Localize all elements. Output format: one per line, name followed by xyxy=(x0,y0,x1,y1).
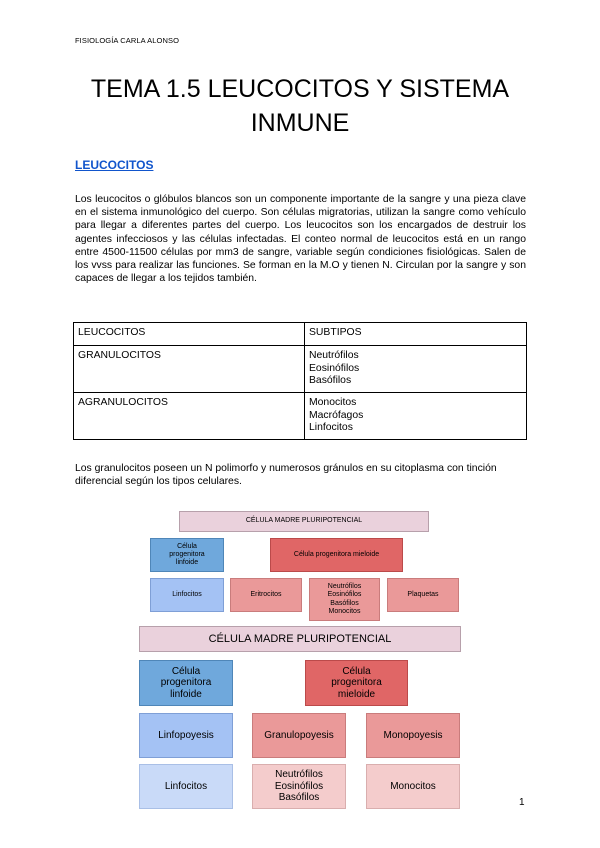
small-lymphoid-progenitor-box xyxy=(150,538,224,572)
leukocyte-table xyxy=(73,322,527,440)
large-lymphocytes-label: Linfocitos xyxy=(164,780,208,792)
small-platelets-label: Plaquetas xyxy=(407,590,439,598)
table-header-cell: SUBTIPOS xyxy=(305,323,527,346)
subtype-item: Basófilos xyxy=(309,375,352,386)
label-line: progenitora xyxy=(169,550,205,558)
table-cell-subtypes xyxy=(305,346,527,393)
small-lymphocytes-box xyxy=(150,578,224,612)
label-line: Neutrófilos xyxy=(327,583,362,591)
table-header-row xyxy=(74,323,527,346)
label-line: Basófilos xyxy=(278,792,320,804)
large-lymphopoiesis-label: Linfopoyesis xyxy=(158,729,214,741)
table-cell-type: AGRANULOCITOS xyxy=(74,393,305,440)
page-header: FISIOLOGÍA CARLA ALONSO xyxy=(75,36,180,45)
large-granulopoiesis-label: Granulopoyesis xyxy=(264,729,334,741)
page-title xyxy=(40,72,560,140)
label-line: linfoide xyxy=(175,559,199,567)
title-line-1: TEMA 1.5 LEUCOCITOS Y SISTEMA xyxy=(90,75,510,103)
section-heading-link[interactable]: LEUCOCITOS xyxy=(75,158,154,172)
label-line: Monocitos xyxy=(328,607,361,615)
table-row xyxy=(74,393,527,440)
subtype-item: Neutrófilos xyxy=(309,350,359,361)
subtype-item: Macrófagos xyxy=(309,409,364,421)
small-myeloid-label: Célula progenitora mieloide xyxy=(293,550,380,558)
large-granulocytes-box xyxy=(252,764,346,809)
large-monopoiesis-box xyxy=(366,713,460,758)
granulocytes-paragraph: Los granulocitos poseen un N polimorfo y numerosos gránulos en su citoplasma con tinción diferencial según los tipos celulares. xyxy=(75,463,497,488)
small-erythrocytes-box xyxy=(230,578,302,612)
small-granulocytes-box xyxy=(309,578,380,621)
large-lymphopoiesis-box xyxy=(139,713,233,758)
large-myeloid-progenitor-box xyxy=(305,660,408,706)
large-stem-cell-label: CÉLULA MADRE PLURIPOTENCIAL xyxy=(208,632,392,645)
page-number: 1 xyxy=(519,797,525,808)
label-line: Basófilos xyxy=(330,599,359,607)
small-myeloid-progenitor-box xyxy=(270,538,403,572)
label-line: Célula xyxy=(177,542,197,550)
table-header-cell: LEUCOCITOS xyxy=(74,323,305,346)
table-cell-subtypes xyxy=(305,393,527,440)
large-lymphocytes-box xyxy=(139,764,233,809)
title-line-2: INMUNE xyxy=(250,109,350,137)
table-row xyxy=(74,346,527,393)
label-line: progenitora xyxy=(160,677,212,689)
label-line: Neutrófilos xyxy=(275,769,323,781)
subtype-item: Eosinófilos xyxy=(309,362,360,374)
label-line: Célula xyxy=(171,665,201,677)
small-stem-cell-label: CÉLULA MADRE PLURIPOTENCIAL xyxy=(245,517,363,525)
intro-paragraph: Los leucocitos o glóbulos blancos son un componente importante de la sangre y una pieza clave en el sistema inmunológico del cuerpo. Son células migratorias, utilizan la sangre como vehículo para llegar a diferentes partes del cuerpo. Los leucocitos son los encargados de destruir los agentes infecciosos y las células infectadas. El conteo normal de leucocitos está en un rango entre 4500-11500 células por mm3 de sangre, variable según condiciones fisiológicas. Salen de los vvss para realizar las funciones. Se forman en la M.O y tienen N. Circulan por la sangre y son capaces de llegar a los tejidos también. xyxy=(75,194,526,285)
small-erythrocytes-label: Eritrocitos xyxy=(250,590,282,598)
label-line: linfoide xyxy=(170,688,202,700)
label-line: Eosinófilos xyxy=(274,780,324,792)
small-lymphocytes-label: Linfocitos xyxy=(172,590,202,598)
label-line: mieloide xyxy=(337,688,376,700)
large-monopoiesis-label: Monopoyesis xyxy=(383,729,443,741)
small-stem-cell-box xyxy=(179,511,429,532)
label-line: Célula xyxy=(342,665,371,677)
subtype-item: Linfocitos xyxy=(309,422,353,433)
large-monocytes-label: Monocitos xyxy=(390,780,436,792)
large-monocytes-box xyxy=(366,764,460,809)
large-granulopoiesis-box xyxy=(252,713,346,758)
table-cell-type: GRANULOCITOS xyxy=(74,346,305,393)
small-platelets-box xyxy=(387,578,459,612)
subtype-item: Monocitos xyxy=(309,397,357,408)
large-lymphoid-progenitor-box xyxy=(139,660,233,706)
label-line: progenitora xyxy=(331,677,382,689)
label-line: Eosinófilos xyxy=(327,591,362,599)
large-stem-cell-box xyxy=(139,626,461,652)
